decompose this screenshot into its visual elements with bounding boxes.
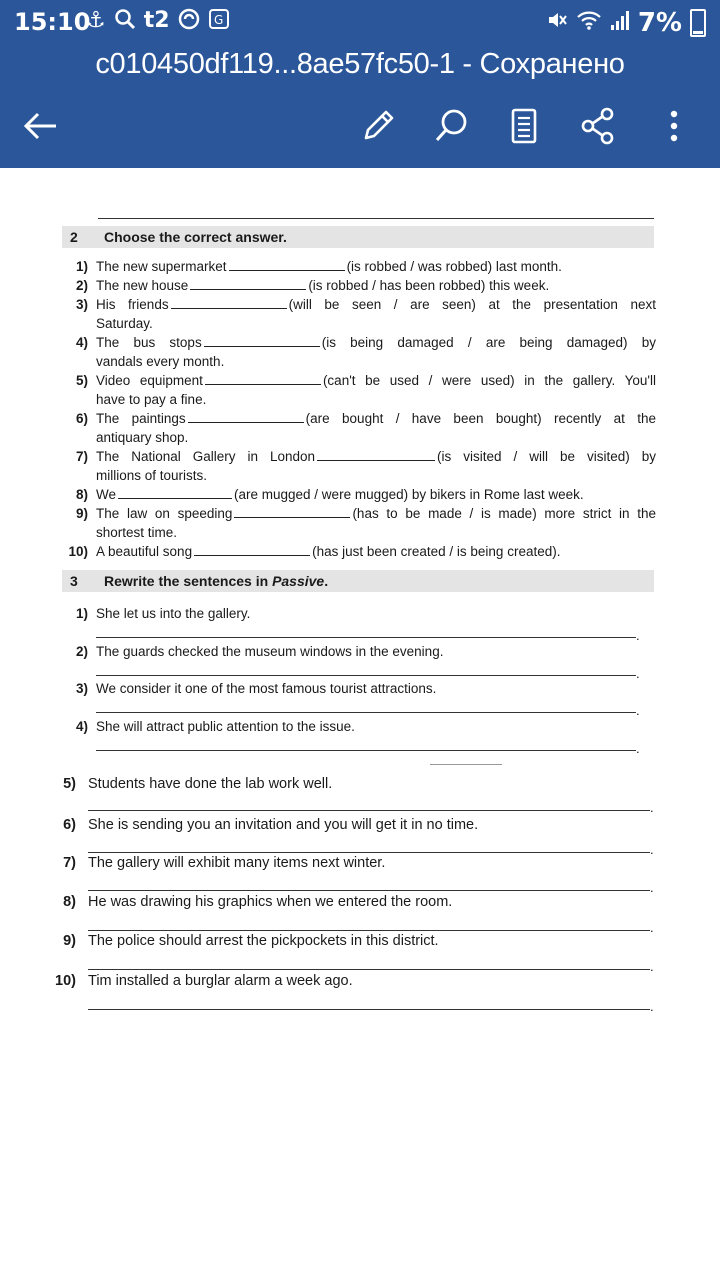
svg-text:G: G [213,13,223,27]
s2-item-6: 6) The paintings (are bought / have been bought) recently at the antiquary shop. [75,411,656,445]
s2-item-3: 3) His friends (will be seen / are seen) at the presentation next Saturday. [75,297,656,331]
s3-item-5: 5) Students have done the lab work well. . [63,776,654,815]
app-header [0,0,720,168]
s3-item-1: 1) She let us into the gallery. . [75,606,640,643]
section-3-title: Rewrite the sentences in Passive. [104,573,329,589]
t2-icon: t2 [143,8,170,33]
answer-blank[interactable] [118,485,232,499]
section-2-title: Choose the correct answer. [104,229,287,245]
signal-icon [610,9,630,37]
page-break-rule [430,764,502,765]
usb-icon: ⚓ [86,8,106,33]
s3-item-8: 8) He was drawing his graphics when we entered the room. . [63,894,654,935]
battery-icon [690,9,706,37]
wifi-icon [576,9,602,37]
section-2-header [62,226,654,248]
answer-line[interactable] [88,969,650,970]
s2-item-8: 8) We (are mugged / were mugged) by bikers in Rome last week. [75,487,584,502]
s3-item-7: 7) The gallery will exhibit many items next winter. . [63,855,654,895]
translate-icon [208,8,230,36]
top-rule [98,218,654,219]
status-time: 15:10 [14,8,91,36]
s3-item-3: 3) We consider it one of the most famous tourist attractions. . [75,681,640,718]
answer-line[interactable] [96,750,636,751]
s2-item-10: 10) A beautiful song (has just been created / is being created). [68,544,561,559]
section-3-number: 3 [70,573,78,589]
back-arrow-icon[interactable] [18,104,62,148]
sync-icon [178,8,200,36]
battery-level: 7% [637,8,682,38]
s2-item-1: 1) The new supermarket (is robbed / was robbed) last month. [75,259,562,274]
answer-line[interactable] [88,810,650,811]
document-title: c010450df119...8ae57fc50-1 - Сохранено [95,48,625,80]
s3-item-9: 9) The police should arrest the pickpockets in this district. . [63,933,654,974]
status-system-icons [546,8,706,38]
document-page [0,168,720,1280]
s3-item-10: 10) Tim installed a burglar alarm a week ago. . [55,973,654,1014]
mute-icon [546,9,568,37]
status-bar [0,0,720,44]
section-3-header [62,570,654,592]
search-icon[interactable] [430,104,474,148]
s3-item-4: 4) She will attract public attention to the issue. . [75,719,640,756]
status-notification-icons [86,8,230,36]
answer-blank[interactable] [205,371,321,385]
answer-blank[interactable] [234,504,350,518]
section-2-number: 2 [70,229,78,245]
s2-item-7: 7) The National Gallery in London (is visited / will be visited) by millions of tourists. [75,449,656,483]
answer-blank[interactable] [194,542,310,556]
share-icon[interactable] [576,104,620,148]
s2-item-4: 4) The bus stops (is being damaged / are being damaged) by vandals every month. [75,335,657,369]
s2-item-2: 2) The new house (is robbed / has been robbed) this week. [75,278,550,293]
answer-line[interactable] [96,675,636,676]
answer-blank[interactable] [229,257,345,271]
s2-item-9: 9) The law on speeding (has to be made / is made) more strict in the shortest time. [75,506,657,540]
answer-blank[interactable] [317,447,435,461]
reading-view-icon[interactable] [502,104,546,148]
answer-blank[interactable] [188,409,304,423]
more-icon[interactable] [652,104,696,148]
answer-line[interactable] [96,712,636,713]
toolbar [0,98,720,154]
answer-blank[interactable] [190,276,306,290]
answer-blank[interactable] [171,295,287,309]
answer-line[interactable] [88,1009,650,1010]
s3-item-6: 6) She is sending you an invitation and you will get it in no time. . [63,817,654,857]
answer-blank[interactable] [204,333,320,347]
search-status-icon [114,8,136,36]
pencil-icon[interactable] [356,104,400,148]
answer-line[interactable] [88,890,650,891]
s3-item-2: 2) The guards checked the museum windows in the evening. . [75,644,640,681]
s2-item-5: 5) Video equipment (can't be used / were used) in the gallery. You'll have to pay a fine. [75,373,656,407]
answer-line[interactable] [96,637,636,638]
